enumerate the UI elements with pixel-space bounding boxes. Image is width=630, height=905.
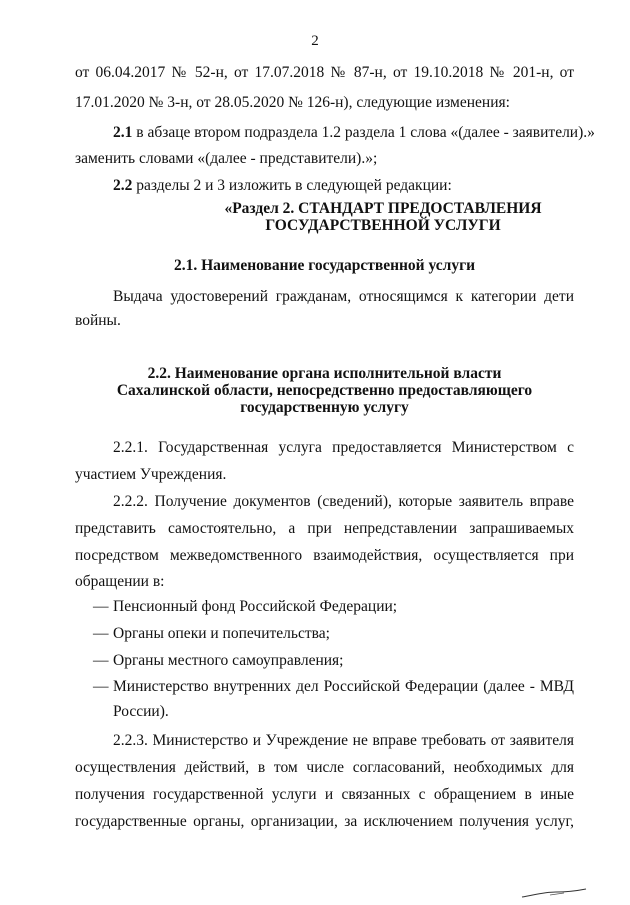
page-number: 2: [311, 33, 319, 49]
list-item-text: Министерство внутренних дел Российской Федерации (далее - МВД: [113, 678, 574, 695]
item-2-1-line-1: [113, 123, 595, 143]
item-2-1-number: 2.1: [113, 124, 133, 141]
intro-line-1: от 06.04.2017 № 52-н, от 17.07.2018 № 87-н, от 19.10.2018 № 201-н, от: [75, 64, 574, 81]
list-item: [93, 651, 343, 671]
item-2-2-text: разделы 2 и 3 изложить в следующей редакции:: [132, 177, 452, 194]
p-2-2-3-line-2: осуществления действий, в том числе согласований, необходимых для: [75, 759, 574, 776]
p-2-2-2-line-3: посредством межведомственного взаимодействия, осуществляется при: [75, 547, 574, 564]
p-2-2-3-line-4: государственные органы, организации, за исключением получения услуг,: [75, 813, 574, 830]
intro-line-2: 17.01.2020 № 3-н, от 28.05.2020 № 126-н), следующие изменения:: [75, 94, 510, 111]
p-2-2-1-line-2: участием Учреждения.: [75, 466, 227, 483]
item-2-2-number: 2.2: [113, 177, 133, 194]
item-2-2-line: [113, 176, 452, 196]
section-title-line-2: ГОСУДАРСТВЕННОЙ УСЛУГИ: [265, 217, 501, 234]
subsection-2-1-para-line-2: войны.: [75, 312, 121, 329]
subsection-2-1-heading: 2.1. Наименование государственной услуги: [173, 257, 476, 274]
list-dash: —: [93, 625, 109, 642]
list-item: [93, 624, 330, 644]
list-item-text: Органы опеки и попечительства;: [113, 625, 330, 642]
item-2-1-text: в абзаце втором подраздела 1.2 раздела 1 слова «(далее - заявители).»: [132, 124, 595, 141]
pen-mark-icon: [520, 886, 590, 900]
list-item: [93, 597, 397, 617]
p-2-2-2-line-2: представить самостоятельно, а при непредставлении запрашиваемых: [75, 520, 574, 537]
list-item: [93, 677, 574, 697]
subsection-2-2-heading-line-3: государственную услугу: [240, 399, 409, 416]
list-item-text: Органы местного самоуправления;: [113, 652, 344, 669]
list-dash: —: [93, 598, 109, 615]
list-dash: —: [93, 678, 109, 695]
subsection-2-2-heading-line-1: 2.2. Наименование органа исполнительной власти: [147, 365, 502, 382]
p-2-2-2-line-4: обращении в:: [75, 573, 165, 590]
p-2-2-1-line-1: 2.2.1. Государственная услуга предоставляется Министерством с: [113, 439, 574, 456]
subsection-2-2-heading-line-2: Сахалинской области, непосредственно предоставляющего: [116, 382, 533, 399]
list-dash: —: [93, 652, 109, 669]
p-2-2-3-line-1: 2.2.3. Министерство и Учреждение не вправе требовать от заявителя: [113, 732, 574, 749]
list-item-continuation: России).: [113, 703, 169, 720]
subsection-2-1-para-line-1: Выдача удостоверений гражданам, относящимся к категории дети: [113, 288, 574, 305]
p-2-2-3-line-3: получения государственной услуги и связанных с обращением в иные: [75, 786, 574, 803]
item-2-1-line-2: заменить словами «(далее - представители).»;: [75, 150, 378, 167]
list-item-text: Пенсионный фонд Российской Федерации;: [113, 598, 398, 615]
p-2-2-2-line-1: 2.2.2. Получение документов (сведений), которые заявитель вправе: [113, 493, 574, 510]
section-title-line-1: «Раздел 2. СТАНДАРТ ПРЕДОСТАВЛЕНИЯ: [224, 200, 542, 217]
